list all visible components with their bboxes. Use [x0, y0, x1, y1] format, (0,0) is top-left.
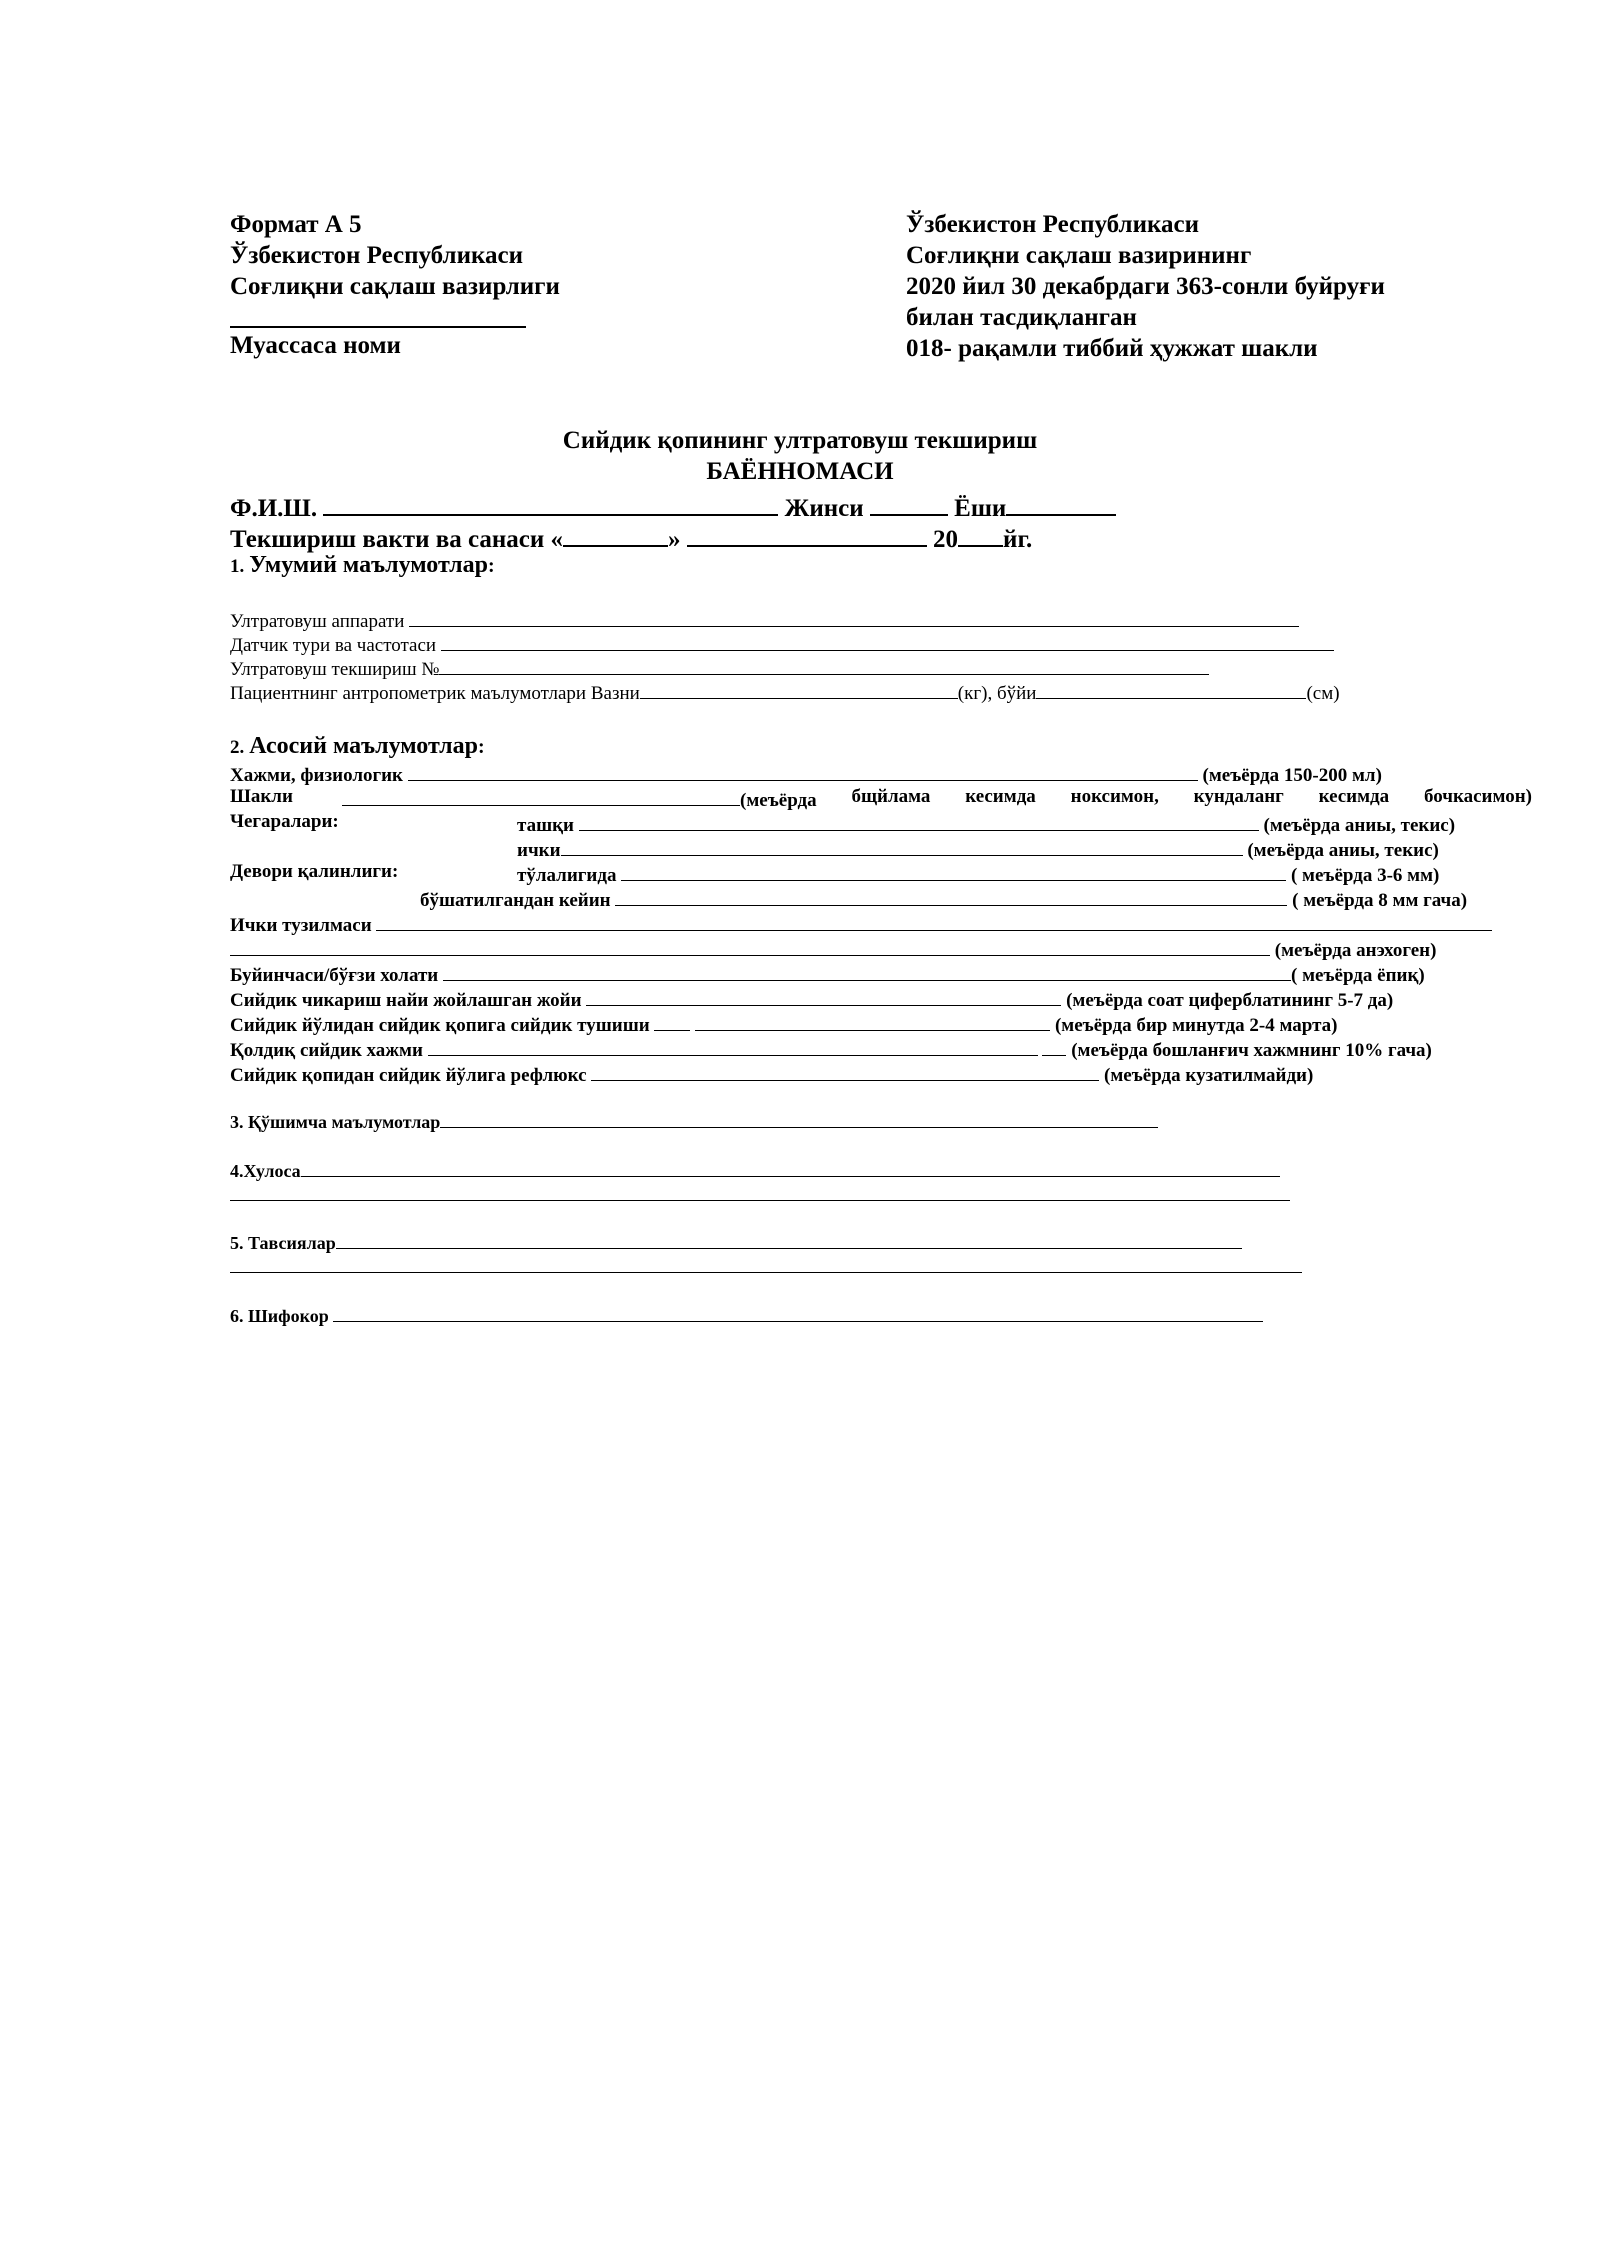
sensor-row: [230, 631, 1334, 657]
sex-field[interactable]: [870, 489, 948, 516]
section-1-heading: [230, 552, 495, 579]
doctor-field[interactable]: [333, 1303, 1263, 1322]
sensor-field[interactable]: [441, 631, 1334, 651]
shape-norm-3: кесимда: [965, 786, 1036, 807]
sex-label: Жинси: [784, 495, 864, 522]
ureter-flow-field-1[interactable]: [654, 1011, 690, 1031]
ureter-orifice-norm: (меъёрда соат циферблатининг 5-7 да): [1066, 990, 1394, 1011]
shape-row: [342, 786, 1532, 812]
section-4-label: 4.Хулоса: [230, 1161, 301, 1181]
ministry-label-right: Соғлиқни сақлаш вазирининг: [906, 242, 1252, 269]
fio-field[interactable]: [323, 489, 778, 516]
inner-structure-field-1[interactable]: [376, 911, 1492, 931]
shape-field[interactable]: [342, 786, 740, 806]
inner-structure-norm: (меъёрда анэхоген): [1274, 940, 1437, 961]
wall-full-norm: ( меъёрда 3-6 мм): [1290, 865, 1440, 886]
outer-label: ташқи: [517, 815, 574, 836]
inner-structure-row: [230, 911, 1492, 937]
order-label: 2020 йил 30 декабрдаги 363-сонли буйруғи: [906, 273, 1385, 300]
outer-norm: (меъёрда аниы, текис): [1263, 815, 1456, 836]
wall-full-row: [517, 861, 1439, 887]
age-label: Ёши: [954, 495, 1007, 522]
shape-norm-7: бочкасимон): [1423, 786, 1532, 807]
inner-structure-field-2[interactable]: [230, 936, 1270, 956]
ureter-flow-label: Сийдик йўлидан сийдик қопига сийдик тушиши: [230, 1015, 650, 1036]
wall-after-field[interactable]: [615, 886, 1287, 906]
height-field[interactable]: [1036, 679, 1306, 699]
section-5-row: [230, 1230, 1242, 1254]
anthro-label: Пациентнинг антропометрик маълумотлари Вазни: [230, 683, 640, 704]
section-3-label: 3. Қўшимча маълумотлар: [230, 1112, 441, 1132]
apparatus-label: Ултратовуш аппарати: [230, 611, 405, 632]
residual-row: [230, 1036, 1432, 1062]
ureter-flow-norm: (меъёрда бир минутда 2-4 марта): [1054, 1015, 1338, 1036]
section-5-row-2: [230, 1254, 1302, 1278]
shape-norm-1: (меъёрда: [740, 790, 817, 811]
wall-full-field[interactable]: [621, 861, 1286, 881]
wall-label: Девори қалинлиги:: [230, 861, 399, 882]
outer-field[interactable]: [579, 811, 1259, 831]
residual-field-2[interactable]: [1042, 1036, 1066, 1056]
section-5-field-1[interactable]: [336, 1230, 1242, 1249]
section-2-number: 2.: [230, 737, 245, 758]
inner-norm: (меъёрда аниы, текис): [1247, 840, 1439, 861]
institution-name-field[interactable]: [230, 302, 526, 328]
inner-row: [517, 836, 1439, 862]
ministry-label: Соғлиқни сақлаш вазирлиги: [230, 273, 560, 300]
section-1-colon: :: [487, 555, 495, 577]
weight-field[interactable]: [640, 679, 958, 699]
volume-norm: (меъёрда 150-200 мл): [1202, 765, 1382, 786]
neck-norm: ( меъёрда ёпиқ): [1291, 965, 1425, 986]
header-right: [906, 209, 1385, 364]
fio-label: Ф.И.Ш.: [230, 495, 318, 522]
exam-no-row: [230, 655, 1209, 681]
ureter-orifice-row: [230, 986, 1393, 1012]
apparatus-row: [230, 607, 1299, 633]
day-field[interactable]: [563, 520, 668, 547]
inner-label: ички: [517, 840, 561, 861]
shape-norm-2: бщйлама: [851, 786, 931, 807]
ureter-flow-field-2[interactable]: [695, 1011, 1050, 1031]
section-1-number: 1.: [230, 556, 245, 577]
section-6-label: 6. Шифокор: [230, 1306, 329, 1326]
age-field[interactable]: [1006, 489, 1116, 516]
year-prefix: 20: [933, 526, 959, 553]
residual-label: Қолдиқ сийдик хажми: [230, 1040, 423, 1061]
exam-no-field[interactable]: [439, 655, 1209, 675]
section-6-row: [230, 1303, 1263, 1327]
exam-no-label: Ултратовуш текшириш №: [230, 659, 440, 680]
cm-label: (см): [1306, 683, 1340, 704]
format-label: Формат А 5: [230, 211, 362, 238]
patient-row: [230, 489, 1116, 523]
outer-row: [517, 811, 1455, 837]
anthro-row: [230, 679, 1340, 705]
residual-field-1[interactable]: [428, 1036, 1038, 1056]
sensor-label: Датчик тури ва частотаси: [230, 635, 437, 656]
neck-field[interactable]: [443, 961, 1291, 981]
inner-structure-label: Ички тузилмаси: [230, 915, 372, 936]
header-left: [230, 209, 560, 361]
section-5-label: 5. Тавсиялар: [230, 1233, 336, 1253]
apparatus-field[interactable]: [409, 607, 1299, 627]
wall-after-label: бўшатилгандан кейин: [420, 890, 611, 911]
volume-field[interactable]: [408, 761, 1198, 781]
republic-label-right: Ўзбекистон Республикаси: [906, 211, 1200, 238]
ureter-flow-row: [230, 1011, 1337, 1037]
section-2-title: Асосий маълумотлар: [249, 733, 478, 759]
section-3-field[interactable]: [440, 1109, 1158, 1128]
neck-row: [230, 961, 1425, 987]
reflux-field[interactable]: [591, 1061, 1099, 1081]
neck-label: Буйинчаси/бўғзи холати: [230, 965, 439, 986]
title-line-2: БАЁННОМАСИ: [706, 458, 894, 485]
reflux-norm: (меъёрда кузатилмайди): [1104, 1065, 1314, 1086]
approved-label: билан тасдиқланган: [906, 304, 1137, 331]
wall-after-row: [420, 886, 1467, 912]
doc-form-label: 018- рақамли тиббий ҳужжат шакли: [906, 335, 1318, 362]
date-label: Текшириш вакти ва санаси «: [230, 526, 564, 553]
institution-name-label: Муассаса номи: [230, 332, 401, 359]
section-4-field-2[interactable]: [230, 1182, 1290, 1201]
month-field[interactable]: [687, 520, 927, 547]
inner-structure-row-2: [230, 936, 1436, 962]
year-suffix: йг.: [1003, 526, 1033, 553]
wall-after-norm: ( меъёрда 8 мм гача): [1292, 890, 1468, 911]
borders-label: Чегаралари:: [230, 811, 339, 832]
shape-norm-6: кесимда: [1318, 786, 1390, 807]
section-1-title: Умумий маълумотлар: [249, 552, 488, 578]
section-5-field-2[interactable]: [230, 1254, 1302, 1273]
date-row: [230, 520, 1032, 554]
section-2-colon: :: [478, 736, 485, 758]
volume-label: Хажми, физиологик: [230, 765, 403, 786]
reflux-row: [230, 1061, 1313, 1087]
shape-label: Шакли: [230, 786, 293, 807]
shape-norm-5: кундаланг: [1193, 786, 1284, 807]
kg-label: (кг), бўйи: [957, 683, 1037, 704]
reflux-label: Сийдик қопидан сийдик йўлига рефлюкс: [230, 1065, 587, 1086]
shape-norm-4: ноксимон,: [1070, 786, 1159, 807]
ureter-orifice-field[interactable]: [586, 986, 1061, 1006]
volume-row: [230, 761, 1382, 787]
year-field[interactable]: [958, 520, 1003, 547]
inner-field[interactable]: [561, 836, 1243, 856]
section-4-row: [230, 1158, 1280, 1182]
date-close: »: [668, 526, 681, 553]
ureter-orifice-label: Сийдик чикариш найи жойлашган жойи: [230, 990, 582, 1011]
section-2-heading: [230, 733, 485, 760]
title-line-1: Сийдик қопининг ултратовуш текшириш: [562, 427, 1038, 454]
residual-norm: (меъёрда бошланғич хажмнинг 10% гача): [1071, 1040, 1432, 1061]
section-4-field-1[interactable]: [301, 1158, 1280, 1177]
wall-full-label: тўлалигида: [517, 865, 617, 886]
section-3-row: [230, 1109, 1158, 1133]
section-4-row-2: [230, 1182, 1290, 1206]
republic-label: Ўзбекистон Республикаси: [230, 242, 524, 269]
